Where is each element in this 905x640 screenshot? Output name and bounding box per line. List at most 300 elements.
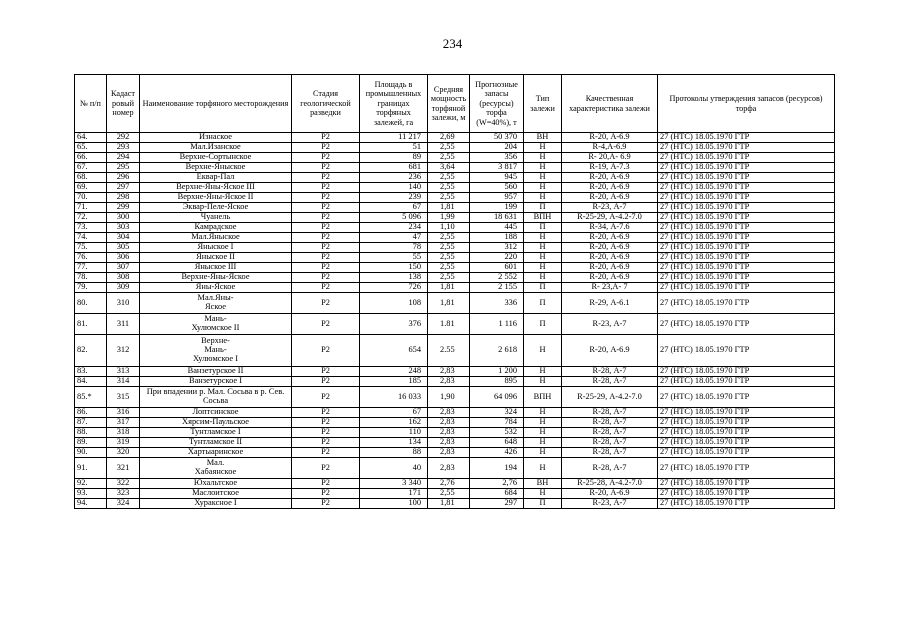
deposit-type: Н [524, 408, 562, 418]
deposit-type: Н [524, 143, 562, 153]
reserves-value: 220 [470, 253, 524, 263]
area-value: 67 [360, 203, 428, 213]
cadastral-number: 313 [107, 367, 140, 377]
row-number: 94. [75, 499, 107, 509]
cadastral-number: 298 [107, 193, 140, 203]
depth-value: 2,55 [428, 273, 470, 283]
table-row [75, 143, 835, 153]
exploration-stage: Р2 [292, 133, 360, 143]
depth-value: 2,69 [428, 133, 470, 143]
row-number: 88. [75, 428, 107, 438]
deposit-type: Н [524, 489, 562, 499]
depth-value: 2,76 [428, 479, 470, 489]
depth-value: 2,83 [428, 408, 470, 418]
quality-characteristic: R-20, А-6.9 [562, 173, 658, 183]
approval-protocol: 27 (НТС) 18.05.1970 ГТР [658, 253, 835, 263]
row-number: 80. [75, 293, 107, 314]
reserves-value: 1 116 [470, 314, 524, 335]
deposit-type: Н [524, 428, 562, 438]
row-number: 66. [75, 153, 107, 163]
reserves-value: 18 631 [470, 213, 524, 223]
row-number: 83. [75, 367, 107, 377]
depth-value: 1,81 [428, 499, 470, 509]
depth-value: 1,90 [428, 387, 470, 408]
cadastral-number: 311 [107, 314, 140, 335]
reserves-value: 324 [470, 408, 524, 418]
exploration-stage: Р2 [292, 489, 360, 499]
deposit-type: П [524, 293, 562, 314]
cadastral-number: 297 [107, 183, 140, 193]
table-row [75, 163, 835, 173]
exploration-stage: Р2 [292, 448, 360, 458]
area-value: 138 [360, 273, 428, 283]
approval-protocol: 27 (НТС) 18.05.1970 ГТР [658, 243, 835, 253]
deposit-type: Н [524, 273, 562, 283]
depth-value: 2,55 [428, 173, 470, 183]
exploration-stage: Р2 [292, 293, 360, 314]
depth-value: 2,55 [428, 193, 470, 203]
approval-protocol: 27 (НТС) 18.05.1970 ГТР [658, 335, 835, 367]
deposit-name: Еквар-Пал [140, 173, 292, 183]
table-row [75, 283, 835, 293]
exploration-stage: Р2 [292, 335, 360, 367]
deposit-name: Изнаское [140, 133, 292, 143]
row-number: 87. [75, 418, 107, 428]
deposit-type: Н [524, 233, 562, 243]
col-header-reserves: Прогнозные запасы (ресурсы) торфа (W=40%), т [470, 75, 524, 133]
cadastral-number: 304 [107, 233, 140, 243]
deposit-type: П [524, 314, 562, 335]
approval-protocol: 27 (НТС) 18.05.1970 ГТР [658, 133, 835, 143]
deposit-type: Н [524, 163, 562, 173]
approval-protocol: 27 (НТС) 18.05.1970 ГТР [658, 314, 835, 335]
exploration-stage: Р2 [292, 163, 360, 173]
approval-protocol: 27 (НТС) 18.05.1970 ГТР [658, 163, 835, 173]
area-value: 236 [360, 173, 428, 183]
col-header-protocols: Протоколы утверждения запасов (ресурсов) торфа [658, 75, 835, 133]
exploration-stage: Р2 [292, 243, 360, 253]
area-value: 234 [360, 223, 428, 233]
reserves-value: 194 [470, 458, 524, 479]
quality-characteristic: R-34, А-7.6 [562, 223, 658, 233]
approval-protocol: 27 (НТС) 18.05.1970 ГТР [658, 489, 835, 499]
row-number: 85.* [75, 387, 107, 408]
depth-value: 2,55 [428, 153, 470, 163]
row-number: 73. [75, 223, 107, 233]
row-number: 65. [75, 143, 107, 153]
quality-characteristic: R-19, А-7.3 [562, 163, 658, 173]
deposit-type: П [524, 283, 562, 293]
quality-characteristic: R-23, А-7 [562, 314, 658, 335]
cadastral-number: 299 [107, 203, 140, 213]
quality-characteristic: R-28, А-7 [562, 377, 658, 387]
table-row [75, 183, 835, 193]
depth-value: 1,81 [428, 283, 470, 293]
exploration-stage: Р2 [292, 253, 360, 263]
exploration-stage: Р2 [292, 183, 360, 193]
quality-characteristic: R-20, А-6.9 [562, 133, 658, 143]
quality-characteristic: R-28, А-7 [562, 438, 658, 448]
reserves-value: 336 [470, 293, 524, 314]
quality-characteristic: R- 20,А- 6.9 [562, 153, 658, 163]
col-header-cadastral: Кадаст ровый номер [107, 75, 140, 133]
cadastral-number: 316 [107, 408, 140, 418]
header-row [75, 75, 835, 133]
exploration-stage: Р2 [292, 377, 360, 387]
exploration-stage: Р2 [292, 438, 360, 448]
deposit-name: Яныское I [140, 243, 292, 253]
depth-value: 2,55 [428, 183, 470, 193]
depth-value: 1,81 [428, 203, 470, 213]
deposit-type: ВН [524, 133, 562, 143]
depth-value: 1,10 [428, 223, 470, 233]
deposit-name: Яныское III [140, 263, 292, 273]
approval-protocol: 27 (НТС) 18.05.1970 ГТР [658, 223, 835, 233]
deposit-type: Н [524, 335, 562, 367]
deposit-type: Н [524, 418, 562, 428]
table-row [75, 223, 835, 233]
deposit-name: Лоптсинское [140, 408, 292, 418]
cadastral-number: 295 [107, 163, 140, 173]
col-header-type: Тип залежи [524, 75, 562, 133]
area-value: 51 [360, 143, 428, 153]
reserves-value: 945 [470, 173, 524, 183]
cadastral-number: 292 [107, 133, 140, 143]
area-value: 376 [360, 314, 428, 335]
depth-value: 1,81 [428, 293, 470, 314]
exploration-stage: Р2 [292, 418, 360, 428]
exploration-stage: Р2 [292, 213, 360, 223]
row-number: 78. [75, 273, 107, 283]
table-body [75, 133, 835, 509]
cadastral-number: 312 [107, 335, 140, 367]
area-value: 162 [360, 418, 428, 428]
deposit-name: Мал.Изанское [140, 143, 292, 153]
page-number: 234 [442, 36, 463, 51]
deposit-name: Мал. Хабаянское [140, 458, 292, 479]
table-row [75, 203, 835, 213]
quality-characteristic: R-28, А-7 [562, 408, 658, 418]
approval-protocol: 27 (НТС) 18.05.1970 ГТР [658, 293, 835, 314]
depth-value: 2,55 [428, 143, 470, 153]
area-value: 681 [360, 163, 428, 173]
table-row [75, 193, 835, 203]
row-number: 90. [75, 448, 107, 458]
col-header-depth: Средняя мощность торфяной залежи, м [428, 75, 470, 133]
row-number: 75. [75, 243, 107, 253]
quality-characteristic: R-20, А-6.9 [562, 183, 658, 193]
reserves-value: 601 [470, 263, 524, 273]
table-row [75, 387, 835, 408]
approval-protocol: 27 (НТС) 18.05.1970 ГТР [658, 203, 835, 213]
depth-value: 2,55 [428, 233, 470, 243]
table-row [75, 438, 835, 448]
area-value: 108 [360, 293, 428, 314]
row-number: 76. [75, 253, 107, 263]
depth-value: 1,99 [428, 213, 470, 223]
reserves-value: 297 [470, 499, 524, 509]
deposit-type: Н [524, 377, 562, 387]
quality-characteristic: R-20, А-6.9 [562, 273, 658, 283]
deposit-name: Маслоитское [140, 489, 292, 499]
approval-protocol: 27 (НТС) 18.05.1970 ГТР [658, 408, 835, 418]
exploration-stage: Р2 [292, 263, 360, 273]
depth-value: 2,83 [428, 418, 470, 428]
depth-value: 2,83 [428, 458, 470, 479]
reserves-value: 356 [470, 153, 524, 163]
area-value: 5 096 [360, 213, 428, 223]
approval-protocol: 27 (НТС) 18.05.1970 ГТР [658, 479, 835, 489]
row-number: 68. [75, 173, 107, 183]
approval-protocol: 27 (НТС) 18.05.1970 ГТР [658, 458, 835, 479]
depth-value: 2,55 [428, 253, 470, 263]
cadastral-number: 318 [107, 428, 140, 438]
cadastral-number: 294 [107, 153, 140, 163]
cadastral-number: 306 [107, 253, 140, 263]
cadastral-number: 315 [107, 387, 140, 408]
approval-protocol: 27 (НТС) 18.05.1970 ГТР [658, 153, 835, 163]
row-number: 71. [75, 203, 107, 213]
depth-value: 2,83 [428, 428, 470, 438]
deposit-name: Ванзетурское II [140, 367, 292, 377]
quality-characteristic: R-28, А-7 [562, 458, 658, 479]
row-number: 91. [75, 458, 107, 479]
exploration-stage: Р2 [292, 193, 360, 203]
reserves-value: 895 [470, 377, 524, 387]
cadastral-number: 308 [107, 273, 140, 283]
table-row [75, 153, 835, 163]
table-row [75, 133, 835, 143]
approval-protocol: 27 (НТС) 18.05.1970 ГТР [658, 428, 835, 438]
col-header-area: Площадь в промышленных границах торфяных залежей, га [360, 75, 428, 133]
reserves-value: 2 155 [470, 283, 524, 293]
peat-deposits-table [74, 74, 835, 509]
table-row [75, 314, 835, 335]
reserves-value: 1 200 [470, 367, 524, 377]
exploration-stage: Р2 [292, 458, 360, 479]
deposit-type: Н [524, 193, 562, 203]
cadastral-number: 320 [107, 448, 140, 458]
exploration-stage: Р2 [292, 143, 360, 153]
reserves-value: 2,76 [470, 479, 524, 489]
approval-protocol: 27 (НТС) 18.05.1970 ГТР [658, 387, 835, 408]
row-number: 67. [75, 163, 107, 173]
deposit-name: Мал.Яны- Яское [140, 293, 292, 314]
deposit-name: Хярсим-Паульское [140, 418, 292, 428]
table-row [75, 335, 835, 367]
reserves-value: 426 [470, 448, 524, 458]
row-number: 77. [75, 263, 107, 273]
deposit-name: Мань- Хулюмское II [140, 314, 292, 335]
deposit-type: Н [524, 173, 562, 183]
cadastral-number: 300 [107, 213, 140, 223]
table-row [75, 367, 835, 377]
exploration-stage: Р2 [292, 499, 360, 509]
cadastral-number: 309 [107, 283, 140, 293]
quality-characteristic: R-20, А-6.9 [562, 193, 658, 203]
exploration-stage: Р2 [292, 203, 360, 213]
reserves-value: 684 [470, 489, 524, 499]
exploration-stage: Р2 [292, 479, 360, 489]
exploration-stage: Р2 [292, 428, 360, 438]
cadastral-number: 323 [107, 489, 140, 499]
cadastral-number: 296 [107, 173, 140, 183]
quality-characteristic: R-20, А-6.9 [562, 263, 658, 273]
deposit-name: При впадении р. Мал. Сосьва в р. Сев. Сосьва [140, 387, 292, 408]
approval-protocol: 27 (НТС) 18.05.1970 ГТР [658, 499, 835, 509]
deposit-type: Н [524, 243, 562, 253]
deposit-name: Яныское II [140, 253, 292, 263]
quality-characteristic: R-20, А-6.9 [562, 489, 658, 499]
quality-characteristic: R-25-29, А-4.2-7.0 [562, 387, 658, 408]
area-value: 3 340 [360, 479, 428, 489]
table-row [75, 418, 835, 428]
cadastral-number: 303 [107, 223, 140, 233]
cadastral-number: 321 [107, 458, 140, 479]
table-row [75, 448, 835, 458]
approval-protocol: 27 (НТС) 18.05.1970 ГТР [658, 448, 835, 458]
depth-value: 2,83 [428, 438, 470, 448]
exploration-stage: Р2 [292, 283, 360, 293]
area-value: 185 [360, 377, 428, 387]
deposit-name: Верхне- Мань- Хулюмское I [140, 335, 292, 367]
quality-characteristic: R-29, А-6.1 [562, 293, 658, 314]
approval-protocol: 27 (НТС) 18.05.1970 ГТР [658, 183, 835, 193]
reserves-value: 199 [470, 203, 524, 213]
approval-protocol: 27 (НТС) 18.05.1970 ГТР [658, 377, 835, 387]
quality-characteristic: R-20, А-6.9 [562, 243, 658, 253]
area-value: 89 [360, 153, 428, 163]
deposit-name: Камрадское [140, 223, 292, 233]
approval-protocol: 27 (НТС) 18.05.1970 ГТР [658, 233, 835, 243]
reserves-value: 784 [470, 418, 524, 428]
deposit-type: П [524, 203, 562, 213]
col-header-num: № п/п [75, 75, 107, 133]
approval-protocol: 27 (НТС) 18.05.1970 ГТР [658, 418, 835, 428]
area-value: 150 [360, 263, 428, 273]
depth-value: 2,83 [428, 448, 470, 458]
deposit-name: Хураксное I [140, 499, 292, 509]
area-value: 100 [360, 499, 428, 509]
quality-characteristic: R-25-29, А-4.2-7.0 [562, 213, 658, 223]
deposit-name: Яны-Яское [140, 283, 292, 293]
approval-protocol: 27 (НТС) 18.05.1970 ГТР [658, 273, 835, 283]
depth-value: 2,83 [428, 377, 470, 387]
quality-characteristic: R-28, А-7 [562, 418, 658, 428]
depth-value: 3,64 [428, 163, 470, 173]
deposit-name: Верхне-Сортынское [140, 153, 292, 163]
quality-characteristic: R-28, А-7 [562, 367, 658, 377]
deposit-name: Тунтламское I [140, 428, 292, 438]
deposit-name: Ванзетурское I [140, 377, 292, 387]
area-value: 40 [360, 458, 428, 479]
row-number: 92. [75, 479, 107, 489]
cadastral-number: 319 [107, 438, 140, 448]
row-number: 64. [75, 133, 107, 143]
exploration-stage: Р2 [292, 408, 360, 418]
exploration-stage: Р2 [292, 367, 360, 377]
table-row [75, 428, 835, 438]
row-number: 84. [75, 377, 107, 387]
depth-value: 2.55 [428, 335, 470, 367]
deposit-name: Верхне-Яныское [140, 163, 292, 173]
deposit-name: Чуанель [140, 213, 292, 223]
col-header-stage: Стадия геологической разведки [292, 75, 360, 133]
deposit-name: Верхне-Яны-Яское III [140, 183, 292, 193]
table-row [75, 408, 835, 418]
table-row [75, 479, 835, 489]
area-value: 88 [360, 448, 428, 458]
deposit-name: Мал.Яныское [140, 233, 292, 243]
deposit-type: Н [524, 253, 562, 263]
area-value: 248 [360, 367, 428, 377]
table-row [75, 173, 835, 183]
area-value: 654 [360, 335, 428, 367]
deposit-name: Эквар-Пеле-Яское [140, 203, 292, 213]
deposit-type: Н [524, 448, 562, 458]
area-value: 78 [360, 243, 428, 253]
quality-characteristic: R-20, А-6.9 [562, 253, 658, 263]
cadastral-number: 310 [107, 293, 140, 314]
table-row [75, 377, 835, 387]
reserves-value: 957 [470, 193, 524, 203]
deposit-type: П [524, 223, 562, 233]
deposit-type: Н [524, 438, 562, 448]
reserves-value: 50 370 [470, 133, 524, 143]
col-header-quality: Качественная характеристика залежи [562, 75, 658, 133]
approval-protocol: 27 (НТС) 18.05.1970 ГТР [658, 438, 835, 448]
depth-value: 2,55 [428, 489, 470, 499]
table-row [75, 213, 835, 223]
table-row [75, 263, 835, 273]
col-header-name: Наименование торфяного месторождения [140, 75, 292, 133]
quality-characteristic: R-28, А-7 [562, 448, 658, 458]
row-number: 81. [75, 314, 107, 335]
area-value: 47 [360, 233, 428, 243]
deposit-type: Н [524, 458, 562, 479]
row-number: 86. [75, 408, 107, 418]
approval-protocol: 27 (НТС) 18.05.1970 ГТР [658, 143, 835, 153]
row-number: 74. [75, 233, 107, 243]
table-row [75, 458, 835, 479]
row-number: 82. [75, 335, 107, 367]
reserves-value: 3 817 [470, 163, 524, 173]
cadastral-number: 317 [107, 418, 140, 428]
cadastral-number: 314 [107, 377, 140, 387]
area-value: 67 [360, 408, 428, 418]
area-value: 239 [360, 193, 428, 203]
area-value: 55 [360, 253, 428, 263]
deposit-type: ВН [524, 479, 562, 489]
exploration-stage: Р2 [292, 387, 360, 408]
reserves-value: 188 [470, 233, 524, 243]
row-number: 72. [75, 213, 107, 223]
approval-protocol: 27 (НТС) 18.05.1970 ГТР [658, 367, 835, 377]
deposit-type: ВПН [524, 387, 562, 408]
quality-characteristic: R-4,А-6.9 [562, 143, 658, 153]
exploration-stage: Р2 [292, 233, 360, 243]
depth-value: 2,83 [428, 367, 470, 377]
cadastral-number: 307 [107, 263, 140, 273]
approval-protocol: 27 (НТС) 18.05.1970 ГТР [658, 193, 835, 203]
cadastral-number: 322 [107, 479, 140, 489]
reserves-value: 532 [470, 428, 524, 438]
table-row [75, 243, 835, 253]
row-number: 93. [75, 489, 107, 499]
reserves-value: 64 096 [470, 387, 524, 408]
deposit-type: Н [524, 263, 562, 273]
quality-characteristic: R-20, А-6.9 [562, 233, 658, 243]
